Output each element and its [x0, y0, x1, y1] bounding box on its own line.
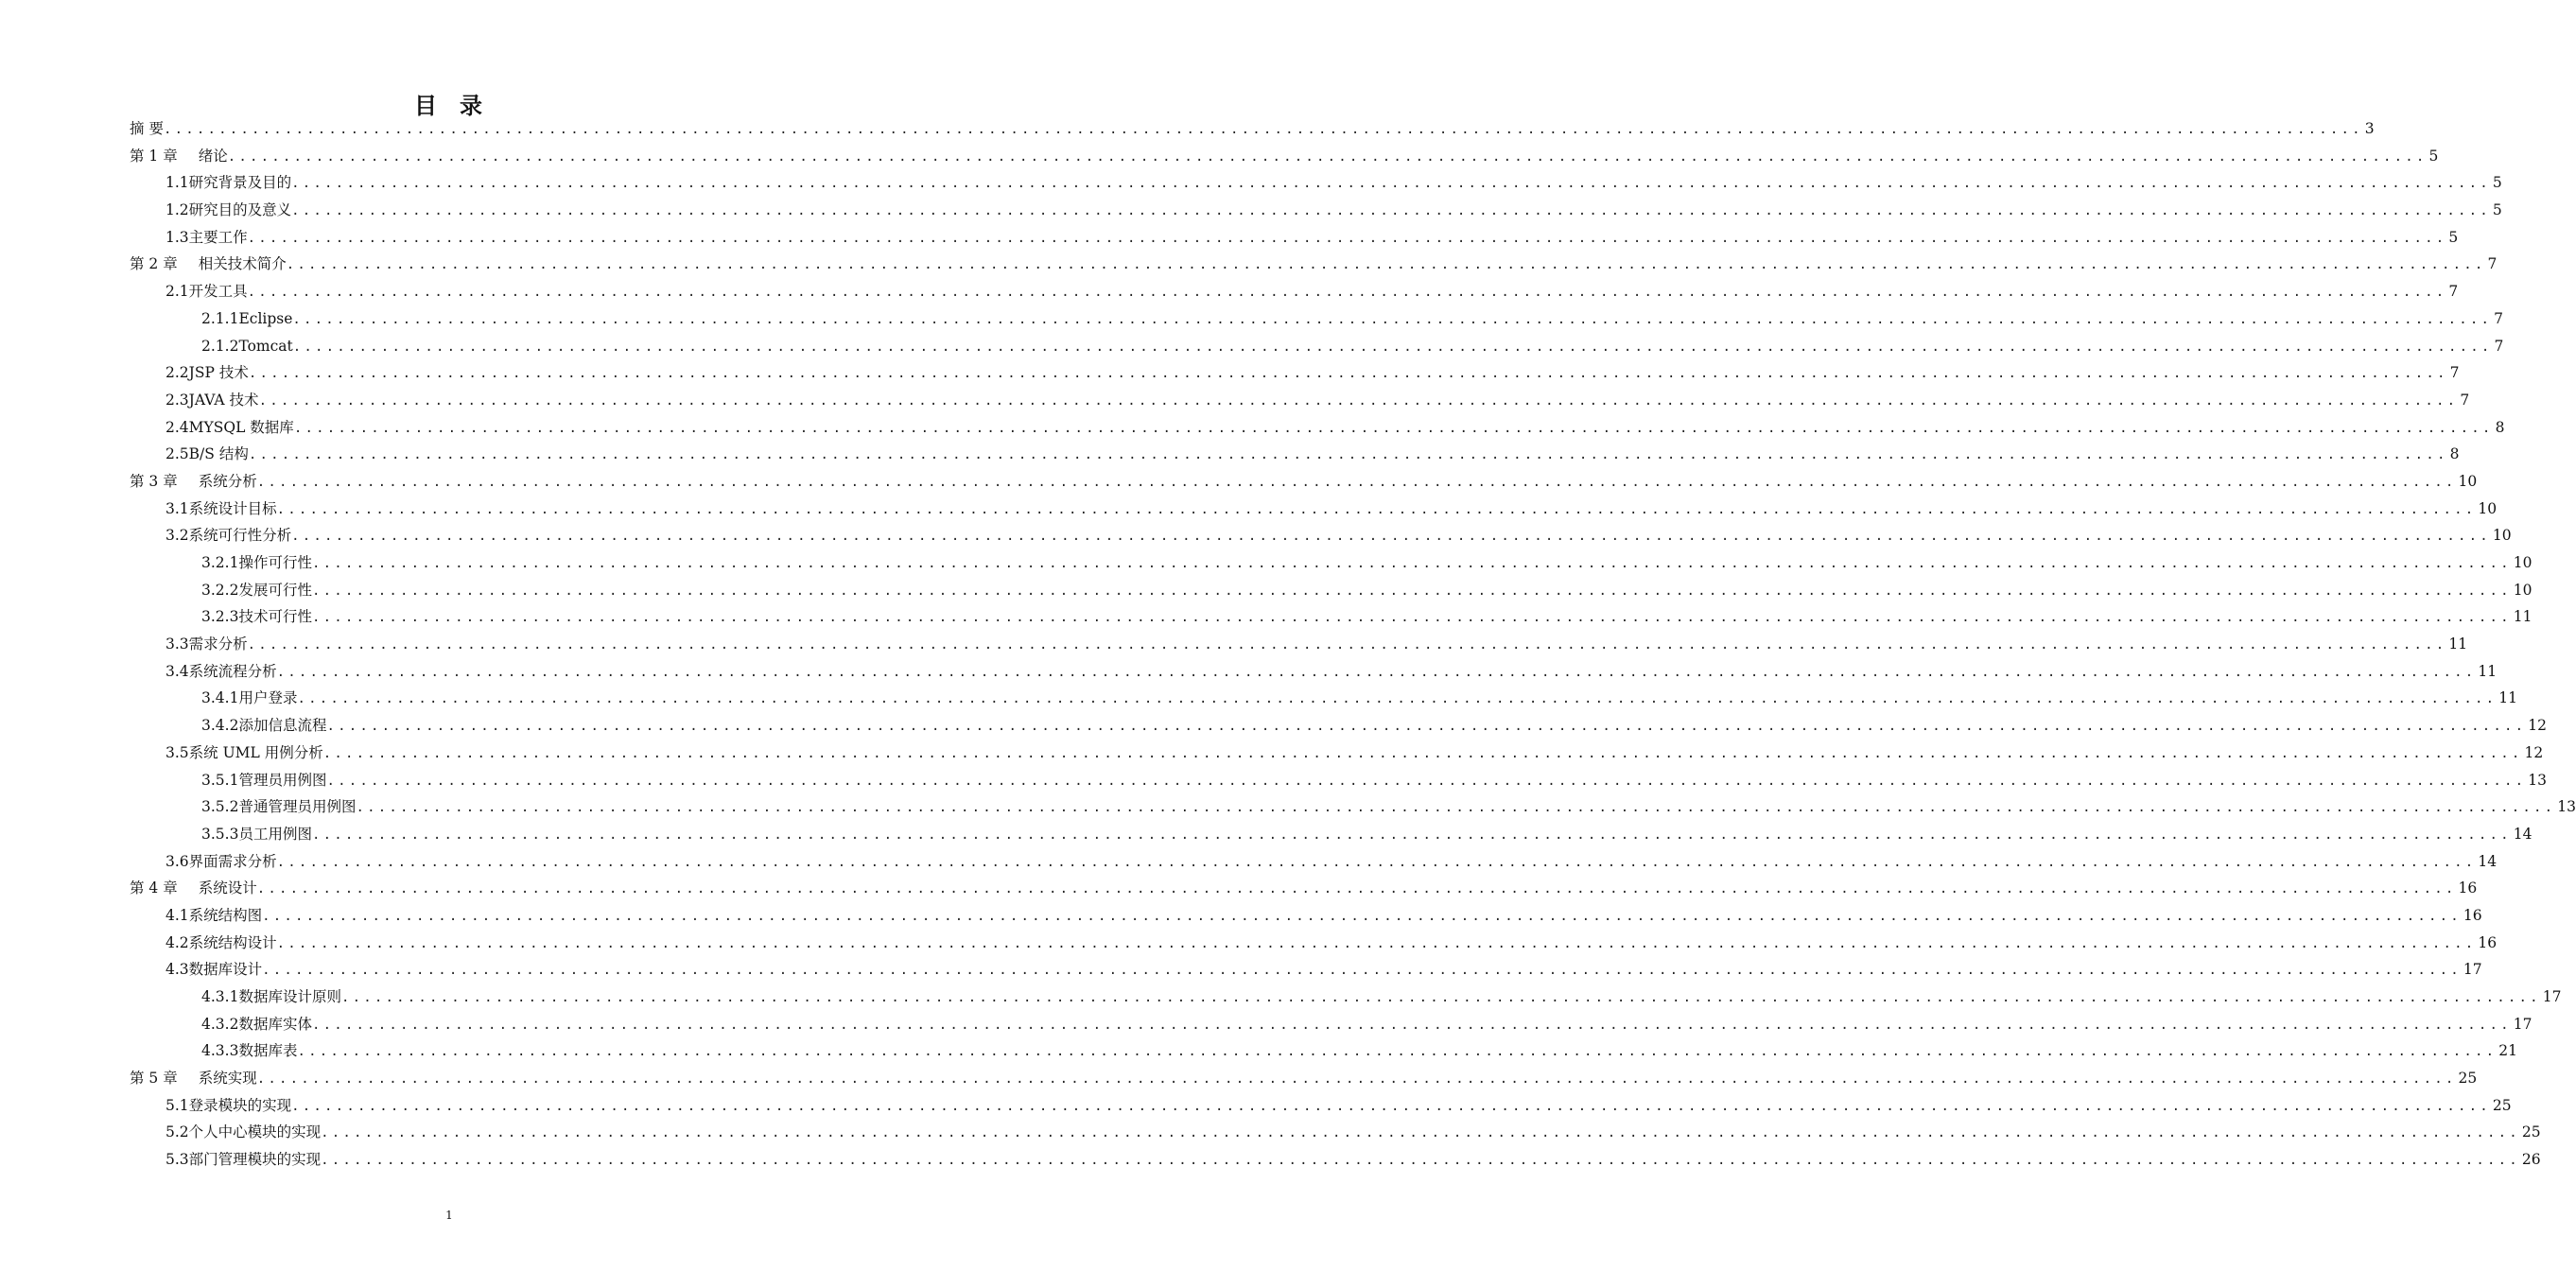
- toc-leader-dots: ........................................................................................................................................................................................................: [262, 963, 2462, 979]
- toc-entry-page: 7: [2449, 364, 2460, 382]
- toc-entry-label: [201, 767, 326, 794]
- toc-entry[interactable]: [130, 875, 2478, 902]
- toc-entry-label: [201, 577, 312, 604]
- toc-entry-text: 个人中心模块的实现: [188, 1123, 322, 1141]
- toc-entry-page: 11: [2448, 636, 2468, 653]
- toc-entry-text: 操作可行性: [238, 554, 312, 571]
- toc-leader-dots: ........................................................................................................................................................................................................: [276, 854, 2477, 870]
- toc-entry-text: 系统设计: [198, 879, 257, 897]
- toc-leader-dots: ........................................................................................................................................................................................................: [297, 691, 2498, 707]
- toc-entry[interactable]: [130, 549, 2532, 577]
- toc-entry-text: 系统流程分析: [188, 662, 277, 680]
- toc-entry-page: 13: [2528, 771, 2547, 789]
- toc-entry-page: 5: [2448, 228, 2459, 246]
- toc-entry-page: 3: [2364, 120, 2375, 137]
- toc-entry-number: 5.1: [165, 1096, 189, 1114]
- toc-entry-text: 研究目的及意义: [188, 201, 292, 219]
- toc-entry-number: 3.2: [165, 527, 189, 545]
- toc-entry-page: 12: [2524, 743, 2544, 761]
- toc-entry-page: 10: [2513, 554, 2532, 571]
- toc-entry-number: 1.3: [165, 228, 189, 246]
- toc-entry[interactable]: [130, 522, 2512, 549]
- toc-leader-dots: ........................................................................................................................................................................................................: [227, 148, 2428, 165]
- toc-entry-text: Eclipse: [238, 309, 293, 327]
- toc-entry[interactable]: [130, 658, 2498, 686]
- toc-leader-dots: ........................................................................................................................................................................................................: [291, 1098, 2491, 1114]
- toc-entry-label: [165, 1119, 321, 1146]
- toc-entry[interactable]: [130, 984, 2562, 1011]
- toc-entry-number: 2.1.2: [201, 337, 239, 355]
- toc-entry-text: 相关技术简介: [198, 255, 287, 273]
- toc-entry-text: 需求分析: [188, 636, 248, 653]
- toc-entry-page: 8: [2495, 418, 2505, 436]
- toc-leader-dots: ........................................................................................................................................................................................................: [321, 1125, 2520, 1141]
- toc-entry-text: 管理员用例图: [238, 771, 327, 789]
- toc-leader-dots: ........................................................................................................................................................................................................: [256, 1071, 2457, 1088]
- toc-entry[interactable]: [130, 902, 2482, 930]
- toc-entry[interactable]: [130, 441, 2460, 468]
- toc-leader-dots: ........................................................................................................................................................................................................: [291, 203, 2491, 219]
- toc-entry-number: 5.3: [165, 1151, 189, 1169]
- toc-entry[interactable]: [130, 577, 2532, 604]
- toc-entry[interactable]: [130, 685, 2517, 712]
- toc-entry-page: 10: [2513, 581, 2532, 599]
- toc-entry-label: [165, 522, 291, 549]
- toc-leader-dots: ........................................................................................................................................................................................................: [256, 474, 2457, 490]
- page-number: 1: [445, 1209, 453, 1222]
- toc-entry[interactable]: [130, 1011, 2532, 1038]
- toc-entry-page: 5: [2492, 174, 2502, 192]
- toc-entry-page: 10: [2458, 472, 2478, 490]
- toc-entry-page: 8: [2449, 445, 2460, 463]
- toc-leader-dots: ........................................................................................................................................................................................................: [293, 420, 2494, 436]
- toc-entry-number: 1.2: [165, 201, 189, 219]
- toc-entry[interactable]: [130, 603, 2532, 631]
- toc-entry-text: 技术可行性: [238, 608, 312, 626]
- toc-leader-dots: ........................................................................................................................................................................................................: [311, 556, 2512, 571]
- toc-entry-text: 系统可行性分析: [188, 527, 292, 545]
- toc-leader-dots: ........................................................................................................................................................................................................: [311, 827, 2512, 843]
- toc-entry-label: [165, 496, 277, 523]
- toc-entry-page: 5: [2492, 201, 2502, 219]
- toc-entry-number: 4.3: [165, 961, 189, 979]
- toc-entry-label: [201, 685, 297, 712]
- toc-entry-text: 添加信息流程: [238, 717, 327, 735]
- toc-entry[interactable]: [130, 468, 2478, 496]
- toc-entry[interactable]: [130, 712, 2547, 740]
- table-of-contents: [130, 115, 2576, 1174]
- toc-entry-text: Tomcat: [238, 337, 293, 355]
- toc-entry-page: 25: [2458, 1070, 2478, 1088]
- toc-entry-page: 7: [2487, 255, 2498, 273]
- toc-entry-label: [165, 1092, 291, 1120]
- toc-entry-number: 摘: [130, 120, 145, 137]
- toc-entry-label: [201, 1037, 297, 1065]
- toc-entry-number: 3.3: [165, 636, 189, 653]
- toc-entry-label: [165, 197, 291, 224]
- toc-entry[interactable]: [130, 793, 2576, 821]
- toc-entry-number: 第 4 章: [130, 879, 178, 897]
- toc-entry-text: MYSQL 数据库: [188, 418, 294, 436]
- toc-entry-number: 第 1 章: [130, 147, 178, 165]
- toc-leader-dots: ........................................................................................................................................................................................................: [311, 1017, 2512, 1033]
- toc-entry-text: JAVA 技术: [188, 391, 259, 409]
- toc-entry[interactable]: [130, 224, 2459, 252]
- toc-entry-text: 主要工作: [188, 228, 248, 246]
- toc-entry-label: [201, 603, 312, 631]
- toc-entry[interactable]: [130, 115, 2375, 143]
- toc-entry-label: [130, 143, 228, 170]
- toc-entry-text: 研究背景及目的: [188, 174, 292, 192]
- toc-entry-label: [165, 1146, 321, 1174]
- toc-entry[interactable]: [130, 821, 2532, 848]
- toc-entry[interactable]: [130, 1119, 2541, 1146]
- toc-entry-label: [130, 468, 257, 496]
- toc-entry-number: 4.3.1: [201, 988, 239, 1005]
- toc-entry[interactable]: [130, 631, 2468, 658]
- toc-entry-label: [201, 1011, 312, 1038]
- toc-entry[interactable]: [130, 251, 2498, 278]
- toc-entry[interactable]: [130, 387, 2470, 414]
- toc-entry-number: 3.2.3: [201, 608, 239, 626]
- toc-leader-dots: ........................................................................................................................................................................................................: [163, 122, 2363, 137]
- toc-entry[interactable]: [130, 848, 2498, 876]
- toc-entry[interactable]: [130, 278, 2459, 305]
- toc-entry-text: 登录模块的实现: [188, 1096, 292, 1114]
- toc-entry[interactable]: [130, 143, 2439, 170]
- toc-entry-number: 第 3 章: [130, 472, 178, 490]
- toc-entry-text: 数据库实体: [238, 1015, 312, 1033]
- toc-entry-page: 26: [2521, 1151, 2541, 1169]
- toc-entry-number: 3.2.2: [201, 581, 239, 599]
- toc-entry-number: 3.5: [165, 743, 189, 761]
- toc-leader-dots: ........................................................................................................................................................................................................: [292, 311, 2493, 327]
- toc-entry-text: 员工用例图: [238, 825, 312, 843]
- toc-entry-page: 21: [2498, 1042, 2517, 1060]
- toc-leader-dots: ........................................................................................................................................................................................................: [256, 881, 2457, 897]
- toc-entry-label: [165, 169, 291, 197]
- toc-entry-number: 2.5: [165, 445, 189, 463]
- toc-entry-page: 17: [2542, 988, 2562, 1005]
- toc-entry-label: [201, 821, 312, 848]
- toc-entry-page: 7: [2494, 337, 2504, 355]
- toc-entry-text: 系统结构图: [188, 906, 263, 924]
- toc-entry-text: 部门管理模块的实现: [188, 1151, 322, 1169]
- toc-entry-page: 13: [2557, 798, 2576, 816]
- toc-leader-dots: ........................................................................................................................................................................................................: [276, 935, 2477, 951]
- toc-entry-text: 系统设计目标: [188, 499, 277, 517]
- toc-entry-number: 2.4: [165, 418, 189, 436]
- toc-entry-label: [165, 278, 248, 305]
- toc-leader-dots: ........................................................................................................................................................................................................: [248, 366, 2448, 382]
- toc-leader-dots: ........................................................................................................................................................................................................: [262, 908, 2462, 924]
- toc-entry-label: [165, 414, 294, 442]
- toc-entry-number: 4.2: [165, 933, 189, 951]
- toc-entry-text: 数据库设计原则: [238, 988, 341, 1005]
- toc-entry-label: [130, 251, 287, 278]
- toc-entry-number: 3.1: [165, 499, 189, 517]
- toc-entry-page: 16: [2463, 906, 2482, 924]
- toc-leader-dots: ........................................................................................................................................................................................................: [247, 285, 2447, 301]
- toc-entry-text: 系统分析: [198, 472, 257, 490]
- toc-entry-page: 14: [2513, 825, 2532, 843]
- toc-leader-dots: ........................................................................................................................................................................................................: [276, 501, 2477, 517]
- toc-entry[interactable]: [130, 305, 2504, 333]
- toc-entry-label: [165, 359, 249, 387]
- toc-entry[interactable]: [130, 197, 2502, 224]
- toc-entry-label: [165, 902, 262, 930]
- toc-entry-label: [201, 793, 356, 821]
- toc-entry-page: 11: [2478, 662, 2498, 680]
- toc-entry-number: 3.2.1: [201, 554, 239, 571]
- toc-entry-number: 3.4: [165, 662, 189, 680]
- toc-entry[interactable]: [130, 930, 2498, 957]
- toc-title-part-2: 录: [460, 93, 484, 119]
- toc-entry-number: 3.5.1: [201, 771, 239, 789]
- toc-leader-dots: ........................................................................................................................................................................................................: [258, 392, 2459, 409]
- toc-leader-dots: ........................................................................................................................................................................................................: [291, 176, 2491, 192]
- toc-leader-dots: ........................................................................................................................................................................................................: [247, 230, 2447, 246]
- toc-entry-text: 普通管理员用例图: [238, 798, 357, 816]
- toc-entry-page: 11: [2513, 608, 2532, 626]
- toc-entry-page: 25: [2492, 1096, 2512, 1114]
- toc-entry-text: 发展可行性: [238, 581, 312, 599]
- toc-leader-dots: ........................................................................................................................................................................................................: [311, 583, 2512, 599]
- toc-entry-label: [165, 441, 249, 468]
- toc-entry-label: [165, 631, 248, 658]
- toc-leader-dots: ........................................................................................................................................................................................................: [326, 719, 2527, 735]
- toc-entry-label: [201, 333, 293, 360]
- toc-leader-dots: ........................................................................................................................................................................................................: [292, 339, 2493, 355]
- toc-entry-page: 16: [2458, 879, 2478, 897]
- toc-entry-number: 2.1.1: [201, 309, 239, 327]
- toc-entry-label: [165, 930, 277, 957]
- toc-entry-page: 17: [2463, 961, 2482, 979]
- toc-entry-number: 2.2: [165, 364, 189, 382]
- toc-entry-page: 7: [2448, 283, 2459, 301]
- toc-leader-dots: ........................................................................................................................................................................................................: [356, 800, 2556, 816]
- toc-entry[interactable]: [130, 956, 2482, 984]
- toc-entry-number: 3.4.1: [201, 689, 239, 707]
- toc-entry-label: [165, 387, 259, 414]
- toc-entry-text: 界面需求分析: [188, 852, 277, 870]
- toc-entry[interactable]: [130, 1146, 2541, 1174]
- toc-title-part-1: 目: [414, 93, 439, 119]
- toc-entry-number: 第 2 章: [130, 255, 178, 273]
- toc-entry-text: 系统结构设计: [188, 933, 277, 951]
- toc-entry-label: [165, 224, 248, 252]
- toc-entry-page: 7: [2494, 309, 2504, 327]
- toc-entry-label: [165, 848, 277, 876]
- toc-entry-text: 用户登录: [238, 689, 298, 707]
- toc-entry-text: 开发工具: [188, 283, 248, 301]
- toc-entry-number: 5.2: [165, 1123, 189, 1141]
- toc-leader-dots: ........................................................................................................................................................................................................: [322, 745, 2523, 761]
- toc-entry-number: 3.5.2: [201, 798, 239, 816]
- toc-leader-dots: ........................................................................................................................................................................................................: [311, 610, 2512, 626]
- toc-entry-label: [130, 875, 257, 902]
- toc-entry-text: 系统实现: [198, 1070, 257, 1088]
- toc-entry-page: 12: [2528, 717, 2547, 735]
- toc-entry-text: 系统 UML 用例分析: [188, 743, 323, 761]
- toc-entry-page: 14: [2478, 852, 2498, 870]
- toc-entry-page: 17: [2513, 1015, 2532, 1033]
- toc-entry[interactable]: [130, 740, 2544, 767]
- toc-entry-page: 16: [2478, 933, 2498, 951]
- toc-entry-page: 10: [2492, 527, 2512, 545]
- toc-leader-dots: ........................................................................................................................................................................................................: [297, 1044, 2498, 1060]
- toc-entry[interactable]: [130, 414, 2505, 442]
- toc-leader-dots: ........................................................................................................................................................................................................: [276, 664, 2477, 680]
- toc-leader-dots: ........................................................................................................................................................................................................: [291, 529, 2491, 545]
- toc-leader-dots: ........................................................................................................................................................................................................: [247, 637, 2447, 653]
- toc-entry-page: 10: [2478, 499, 2498, 517]
- toc-entry-label: [201, 549, 312, 577]
- toc-entry-text: 数据库设计: [188, 961, 263, 979]
- toc-entry-page: 11: [2498, 689, 2517, 707]
- toc-entry-page: 25: [2521, 1123, 2541, 1141]
- toc-entry-number: 2.1: [165, 283, 189, 301]
- toc-entry-label: [201, 305, 292, 333]
- toc-entry-label: [165, 956, 262, 984]
- toc-entry-number: 4.3.3: [201, 1042, 239, 1060]
- toc-entry-number: 4.1: [165, 906, 189, 924]
- toc-entry-label: [130, 115, 164, 143]
- toc-entry-page: 5: [2428, 147, 2439, 165]
- toc-entry-number: 3.4.2: [201, 717, 239, 735]
- toc-leader-dots: ........................................................................................................................................................................................................: [286, 257, 2486, 273]
- toc-entry-number: 3.6: [165, 852, 189, 870]
- toc-entry-text: B/S 结构: [188, 445, 249, 463]
- toc-entry-number: 第 5 章: [130, 1070, 178, 1088]
- toc-entry-text: 要: [148, 120, 164, 137]
- toc-entry-number: 2.3: [165, 391, 189, 409]
- toc-leader-dots: ........................................................................................................................................................................................................: [321, 1153, 2520, 1169]
- toc-entry[interactable]: [130, 1037, 2517, 1065]
- toc-entry[interactable]: [130, 333, 2504, 360]
- toc-entry-page: 7: [2460, 391, 2470, 409]
- toc-entry-number: 1.1: [165, 174, 189, 192]
- toc-entry-label: [201, 712, 326, 740]
- toc-entry-text: JSP 技术: [188, 364, 249, 382]
- toc-entry-number: 4.3.2: [201, 1015, 239, 1033]
- toc-entry-text: 数据库表: [238, 1042, 298, 1060]
- toc-entry-number: 3.5.3: [201, 825, 239, 843]
- toc-entry[interactable]: [130, 169, 2502, 197]
- toc-entry-label: [165, 658, 277, 686]
- toc-leader-dots: ........................................................................................................................................................................................................: [340, 990, 2541, 1005]
- toc-entry[interactable]: [130, 1065, 2478, 1092]
- toc-entry[interactable]: [130, 1092, 2512, 1120]
- toc-entry-label: [130, 1065, 257, 1092]
- toc-entry[interactable]: [130, 767, 2547, 794]
- toc-entry-text: 绪论: [198, 147, 228, 165]
- toc-entry-label: [165, 740, 323, 767]
- toc-entry[interactable]: [130, 496, 2498, 523]
- toc-leader-dots: ........................................................................................................................................................................................................: [248, 447, 2448, 463]
- toc-entry[interactable]: [130, 359, 2460, 387]
- toc-entry-label: [201, 984, 341, 1011]
- toc-leader-dots: ........................................................................................................................................................................................................: [326, 773, 2527, 789]
